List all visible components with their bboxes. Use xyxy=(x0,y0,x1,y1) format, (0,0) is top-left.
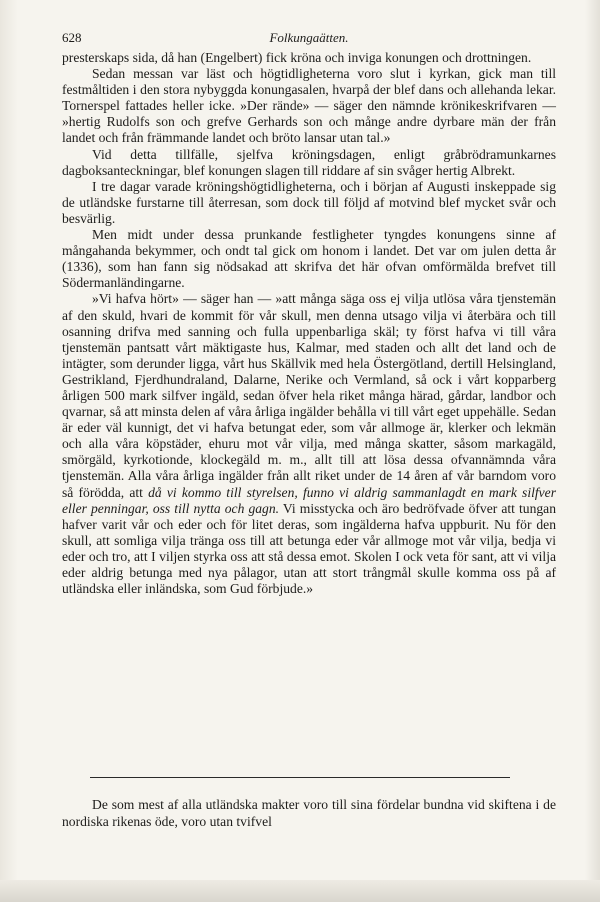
paragraph: »Vi hafva hört» — säger han — »att många säga oss ej vilja utlösa våra tjenstemän af den skuld, hvari de kommit för vår skull, men denna utsago vilja vi återbära och till osanning drifva med sanning och fulla uppenbarliga skäl; ty först hafva vi till våra tjenstemän pantsatt vårt mäktigaste hus, Kalmar, med staden och allt det land och de intägter, som derunder ligga, vårt hus Skällvik med hela Östergötland, dertill Helsingland, Gestrikland, Fjerdhundraland, Dalarne, Nerike och Vermland, så ock i vårt kopparberg årligen 500 mark silfver ingäld, sedan öfver hela riket många härad, gårdar, landbor och qvarnar, så att minsta delen af våra årliga ingälder behålla vi till vårt eget uppehälle. Sedan är eder väl kunnigt, det vi hafva betungat eder, som vår allmoge är, klerker och lekmän och alla våra köpstäder, ehuru mot vår vilja, med många skatter, såsom markagäld, smörgäld, kyrkotionde, klockegäld m. m., allt till att lösa dessa ofvannämnda våra tjenstemän. Alla våra årliga ingälder från allt riket under de 14 åren af vår barndom voro så förödda, att då vi kommo till styrelsen, funno vi aldrig sammanlagdt en mark silfver eller penningar, oss till nytta och gagn. Vi misstycka och äro bedröfvade öfver att tungan hafver varit vår och eder och för litet deras, som ingälderna hafva uppburit. Nu för den skull, att somliga vilja tränga oss till att betunga eder vår allmoge mot vår vilja, bedja vi eder och tro, att I viljen styrka oss att stå dessa emot. Skolen I ock veta för sant, att vi vilja eder aldrig betunga med nya pålagor, utan att stort trångmål skulle komma oss på af utländska eller inländska, som Gud förbjude.» xyxy=(62,291,557,597)
page-bottom-edge xyxy=(0,880,600,902)
paragraph: De som mest af alla utländska makter voro till sina fördelar bundna vid skiftena i de nordiska rikenas öde, voro utan tvifvel xyxy=(62,797,556,829)
running-title: Folkungaätten. xyxy=(269,30,349,45)
continued-text xyxy=(62,797,556,830)
paragraph: Men midt under dessa prunkande festligheter tyngdes konungens sinne af mångahanda bekymmer, och ondt tal gick om honom i landet. Det var om julen detta år (1336), som han fann sig nödsakad att skrifva det här ofvan omförmälda brefvet till Södermanländingarne. xyxy=(62,227,556,291)
section-divider xyxy=(90,777,510,778)
paragraph: I tre dagar varade kröningshögtidligheterna, och i början af Augusti inskeppade sig de utländske furstarne till återresan, som dock till följd af motvind blef mycket svår och besvärlig. xyxy=(62,178,556,226)
paragraph: Sedan messan var läst och högtidligheterna voro slut i kyrkan, gick man till festmåltiden i den stora nybyggda konungasalen, hvarpå der blef dans och allehanda lekar. Tornerspel fattades heller icke. »Der rände» — säger den nämnde krönikeskrifvaren — »hertig Rudolfs son och grefve Gerhards son och månge andre dyrbare män der från landet och från främmande landet och bröto lansar utan tal.» xyxy=(62,66,556,146)
paragraph: presterskaps sida, då han (Engelbert) fick kröna och inviga konungen och drottningen. xyxy=(62,50,532,65)
page-header xyxy=(62,30,556,50)
main-text xyxy=(62,50,556,597)
italic-emphasis: då vi kommo till styrelsen, funno vi aldrig sammanlagdt en mark silfver eller penningar, oss till nytta och gagn. xyxy=(62,484,557,516)
page-number: 628 xyxy=(62,30,82,45)
paragraph: Vid detta tillfälle, sjelfva kröningsdagen, enligt gråbrödramunkarnes dagboksanteckningar, blef konungen slagen till riddare af sin svåger hertig Albrekt. xyxy=(62,146,556,178)
